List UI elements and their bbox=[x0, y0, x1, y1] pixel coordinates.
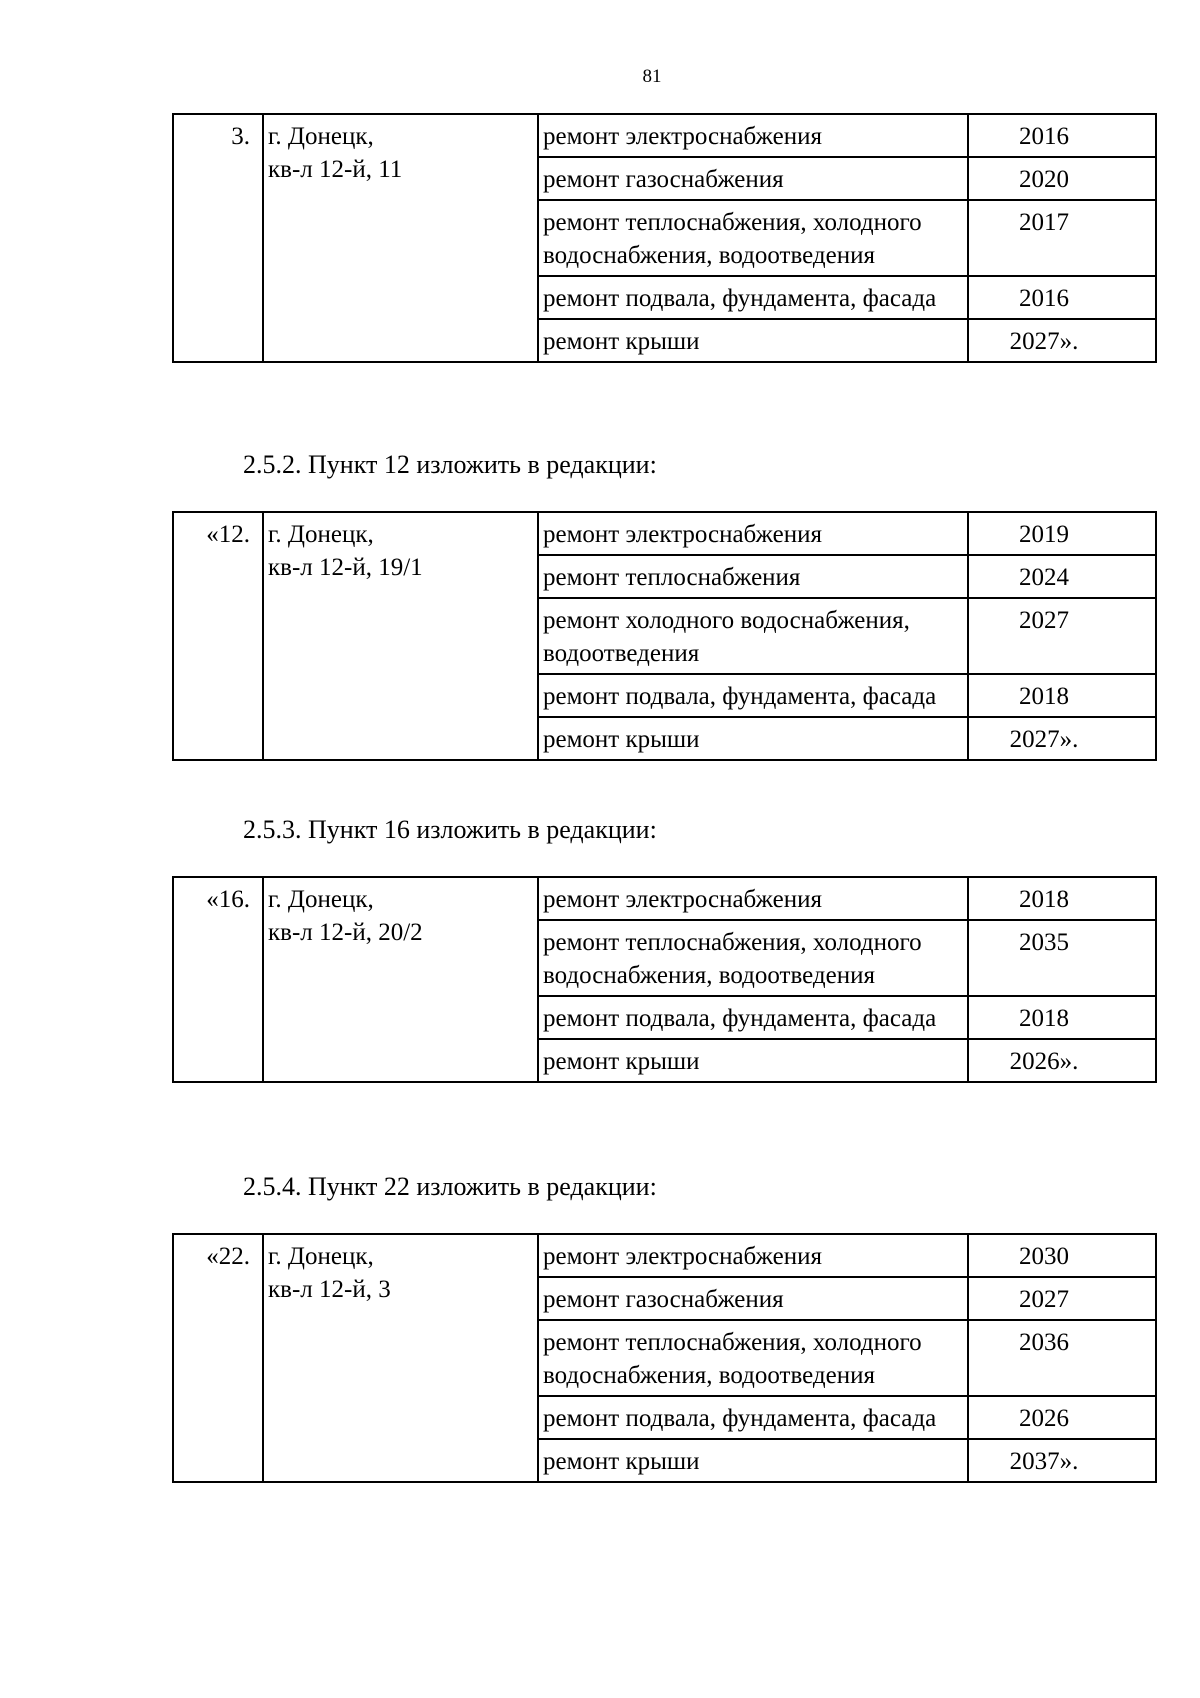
work-year: 2016 bbox=[968, 276, 1156, 319]
section-heading: 2.5.3. Пункт 16 изложить в редакции: bbox=[243, 815, 657, 844]
work-year: 2037». bbox=[968, 1439, 1156, 1482]
table-row bbox=[173, 1234, 1156, 1277]
item-address bbox=[263, 877, 538, 1082]
address-block: кв-л 12-й, 3 bbox=[268, 1276, 391, 1303]
page-number: 81 bbox=[642, 66, 662, 87]
work-year: 2018 bbox=[968, 877, 1156, 920]
table-item-16 bbox=[172, 876, 1157, 1083]
table-item-12 bbox=[172, 511, 1157, 761]
work-type: ремонт электроснабжения bbox=[538, 1234, 968, 1277]
item-number: «16. bbox=[173, 877, 263, 1082]
item-address bbox=[263, 512, 538, 760]
work-type: ремонт подвала, фундамента, фасада bbox=[538, 276, 968, 319]
work-type: ремонт крыши bbox=[538, 1039, 968, 1082]
work-type: ремонт подвала, фундамента, фасада bbox=[538, 674, 968, 717]
work-type: ремонт теплоснабжения, холодного водоснабжения, водоотведения bbox=[538, 200, 968, 276]
work-type: ремонт подвала, фундамента, фасада bbox=[538, 996, 968, 1039]
works-table bbox=[172, 1233, 1157, 1483]
work-year: 2035 bbox=[968, 920, 1156, 996]
address-city: г. Донецк, bbox=[268, 123, 374, 150]
works-table bbox=[172, 113, 1157, 363]
work-year: 2027». bbox=[968, 717, 1156, 760]
address-city: г. Донецк, bbox=[268, 886, 374, 913]
table-item-3 bbox=[172, 113, 1157, 363]
work-type: ремонт крыши bbox=[538, 717, 968, 760]
work-type: ремонт теплоснабжения, холодного водоснабжения, водоотведения bbox=[538, 1320, 968, 1396]
table-item-22 bbox=[172, 1233, 1157, 1483]
work-year: 2026 bbox=[968, 1396, 1156, 1439]
works-table bbox=[172, 876, 1157, 1083]
work-type: ремонт теплоснабжения bbox=[538, 555, 968, 598]
item-address bbox=[263, 114, 538, 362]
address-city: г. Донецк, bbox=[268, 1243, 374, 1270]
work-type: ремонт электроснабжения bbox=[538, 877, 968, 920]
work-type: ремонт электроснабжения bbox=[538, 512, 968, 555]
work-type: ремонт газоснабжения bbox=[538, 157, 968, 200]
work-year: 2030 bbox=[968, 1234, 1156, 1277]
address-block: кв-л 12-й, 20/2 bbox=[268, 919, 423, 946]
section-heading: 2.5.2. Пункт 12 изложить в редакции: bbox=[243, 450, 657, 479]
work-year: 2027 bbox=[968, 598, 1156, 674]
work-year: 2027 bbox=[968, 1277, 1156, 1320]
works-table bbox=[172, 511, 1157, 761]
address-city: г. Донецк, bbox=[268, 521, 374, 548]
item-number: «12. bbox=[173, 512, 263, 760]
work-type: ремонт крыши bbox=[538, 319, 968, 362]
work-year: 2018 bbox=[968, 996, 1156, 1039]
work-type: ремонт крыши bbox=[538, 1439, 968, 1482]
work-year: 2027». bbox=[968, 319, 1156, 362]
item-address bbox=[263, 1234, 538, 1482]
work-year: 2020 bbox=[968, 157, 1156, 200]
work-year: 2024 bbox=[968, 555, 1156, 598]
work-type: ремонт электроснабжения bbox=[538, 114, 968, 157]
work-type: ремонт холодного водоснабжения, водоотведения bbox=[538, 598, 968, 674]
section-heading: 2.5.4. Пункт 22 изложить в редакции: bbox=[243, 1172, 657, 1201]
work-year: 2026». bbox=[968, 1039, 1156, 1082]
work-year: 2036 bbox=[968, 1320, 1156, 1396]
address-block: кв-л 12-й, 11 bbox=[268, 156, 403, 183]
work-year: 2018 bbox=[968, 674, 1156, 717]
table-row bbox=[173, 877, 1156, 920]
work-year: 2016 bbox=[968, 114, 1156, 157]
work-year: 2019 bbox=[968, 512, 1156, 555]
work-type: ремонт газоснабжения bbox=[538, 1277, 968, 1320]
work-year: 2017 bbox=[968, 200, 1156, 276]
address-block: кв-л 12-й, 19/1 bbox=[268, 554, 423, 581]
item-number: «22. bbox=[173, 1234, 263, 1482]
item-number: 3. bbox=[173, 114, 263, 362]
work-type: ремонт теплоснабжения, холодного водоснабжения, водоотведения bbox=[538, 920, 968, 996]
table-row bbox=[173, 512, 1156, 555]
table-row bbox=[173, 114, 1156, 157]
work-type: ремонт подвала, фундамента, фасада bbox=[538, 1396, 968, 1439]
